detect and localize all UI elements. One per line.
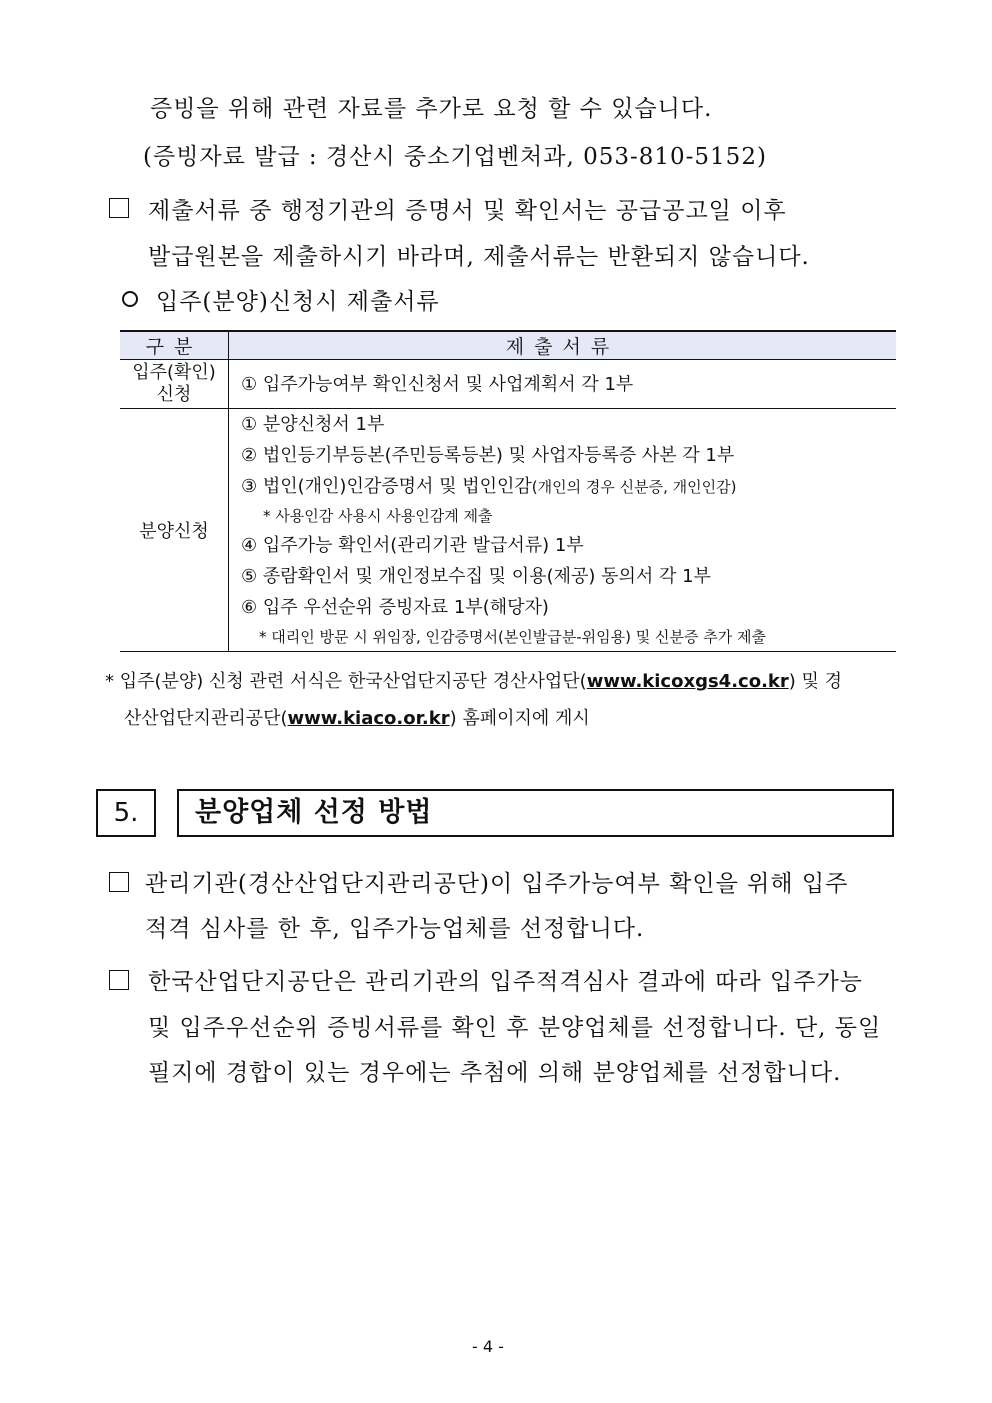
notice3-line-3: 필지에 경합이 있는 경우에는 추첨에 의해 분양업체를 선정합니다. bbox=[148, 1060, 842, 1086]
table-header-category: 구분 bbox=[120, 331, 229, 360]
table-row bbox=[120, 409, 896, 652]
notice1-line-2: 발급원본을 제출하시기 바라며, 제출서류는 반환되지 않습니다. bbox=[148, 244, 810, 270]
kiaco-link[interactable]: www.kiaco.or.kr bbox=[287, 708, 450, 729]
table-header-row bbox=[120, 331, 896, 360]
document-item bbox=[241, 471, 896, 502]
kicox-link[interactable]: www.kicoxgs4.co.kr bbox=[586, 671, 789, 692]
document-item: ① 분양신청서 1부 bbox=[241, 414, 385, 435]
submission-table bbox=[120, 330, 896, 652]
notice1-line-1: 제출서류 중 행정기관의 증명서 및 확인서는 공급공고일 이후 bbox=[148, 198, 787, 224]
category-line: 신청 bbox=[156, 384, 192, 405]
intro-line-2: (증빙자료 발급 : 경산시 중소기업벤처과, 053-810-5152) bbox=[143, 144, 767, 170]
table-header-documents: 제출서류 bbox=[229, 331, 897, 360]
notice3-line-2: 및 입주우선순위 증빙서류를 확인 후 분양업체를 선정합니다. 단, 동일 bbox=[148, 1015, 882, 1041]
section-number: 5. bbox=[113, 798, 139, 828]
section-title-box bbox=[177, 789, 894, 837]
table-cell-documents bbox=[229, 360, 897, 409]
footnote-text: 산산업단지관리공단( bbox=[124, 708, 288, 729]
section-title: 분양업체 선정 방법 bbox=[195, 797, 433, 828]
table-row bbox=[120, 360, 896, 409]
document-item-main: ③ 법인(개인)인감증명서 및 법인인감 bbox=[241, 476, 532, 497]
notice3-line-1: 한국산업단지공단은 관리기관의 입주적격심사 결과에 따라 입주가능 bbox=[148, 969, 863, 995]
document-item: ④ 입주가능 확인서(관리기관 발급서류) 1부 bbox=[241, 535, 584, 556]
table-cell-category bbox=[120, 360, 229, 409]
document-note: * 대리인 방문 시 위임장, 인감증명서(본인발급분-위임용) 및 신분증 추가 제출 bbox=[259, 628, 767, 646]
category-line: 입주(확인) bbox=[132, 362, 216, 383]
checkbox-icon bbox=[109, 872, 129, 892]
notice2-line-1: 관리기관(경산산업단지관리공단)이 입주가능여부 확인을 위해 입주 bbox=[145, 871, 849, 897]
document-item: ① 입주가능여부 확인신청서 및 사업계획서 각 1부 bbox=[241, 373, 634, 395]
submission-heading: 입주(분양)신청시 제출서류 bbox=[156, 289, 440, 315]
table-cell-category: 분양신청 bbox=[120, 409, 229, 652]
document-note: * 사용인감 사용시 사용인감계 제출 bbox=[263, 507, 493, 525]
section-number-box bbox=[96, 789, 156, 837]
footnote-text: * 입주(분양) 신청 관련 서식은 한국산업단지공단 경산사업단( bbox=[105, 671, 587, 692]
footnote-line-1 bbox=[105, 667, 842, 693]
document-item: ⑥ 입주 우선순위 증빙자료 1부(해당자) bbox=[241, 597, 549, 618]
circle-bullet-icon bbox=[122, 291, 138, 307]
intro-line-1: 증빙을 위해 관련 자료를 추가로 요청 할 수 있습니다. bbox=[150, 96, 713, 122]
footnote-text: ) 홈페이지에 게시 bbox=[449, 708, 590, 729]
checkbox-icon bbox=[109, 970, 129, 990]
footnote-line-2 bbox=[124, 704, 590, 730]
notice2-line-2: 적격 심사를 한 후, 입주가능업체를 선정합니다. bbox=[145, 916, 645, 942]
document-item: ② 법인등기부등본(주민등록등본) 및 사업자등록증 사본 각 1부 bbox=[241, 445, 735, 466]
page-number: - 4 - bbox=[472, 1337, 504, 1356]
footnote-text: ) 및 경 bbox=[788, 671, 843, 692]
document-item-paren: (개인의 경우 신분증, 개인인감) bbox=[531, 478, 737, 496]
document-item: ⑤ 종람확인서 및 개인정보수집 및 이용(제공) 동의서 각 1부 bbox=[241, 566, 711, 587]
checkbox-icon bbox=[109, 198, 129, 218]
table-cell-documents bbox=[229, 409, 897, 652]
